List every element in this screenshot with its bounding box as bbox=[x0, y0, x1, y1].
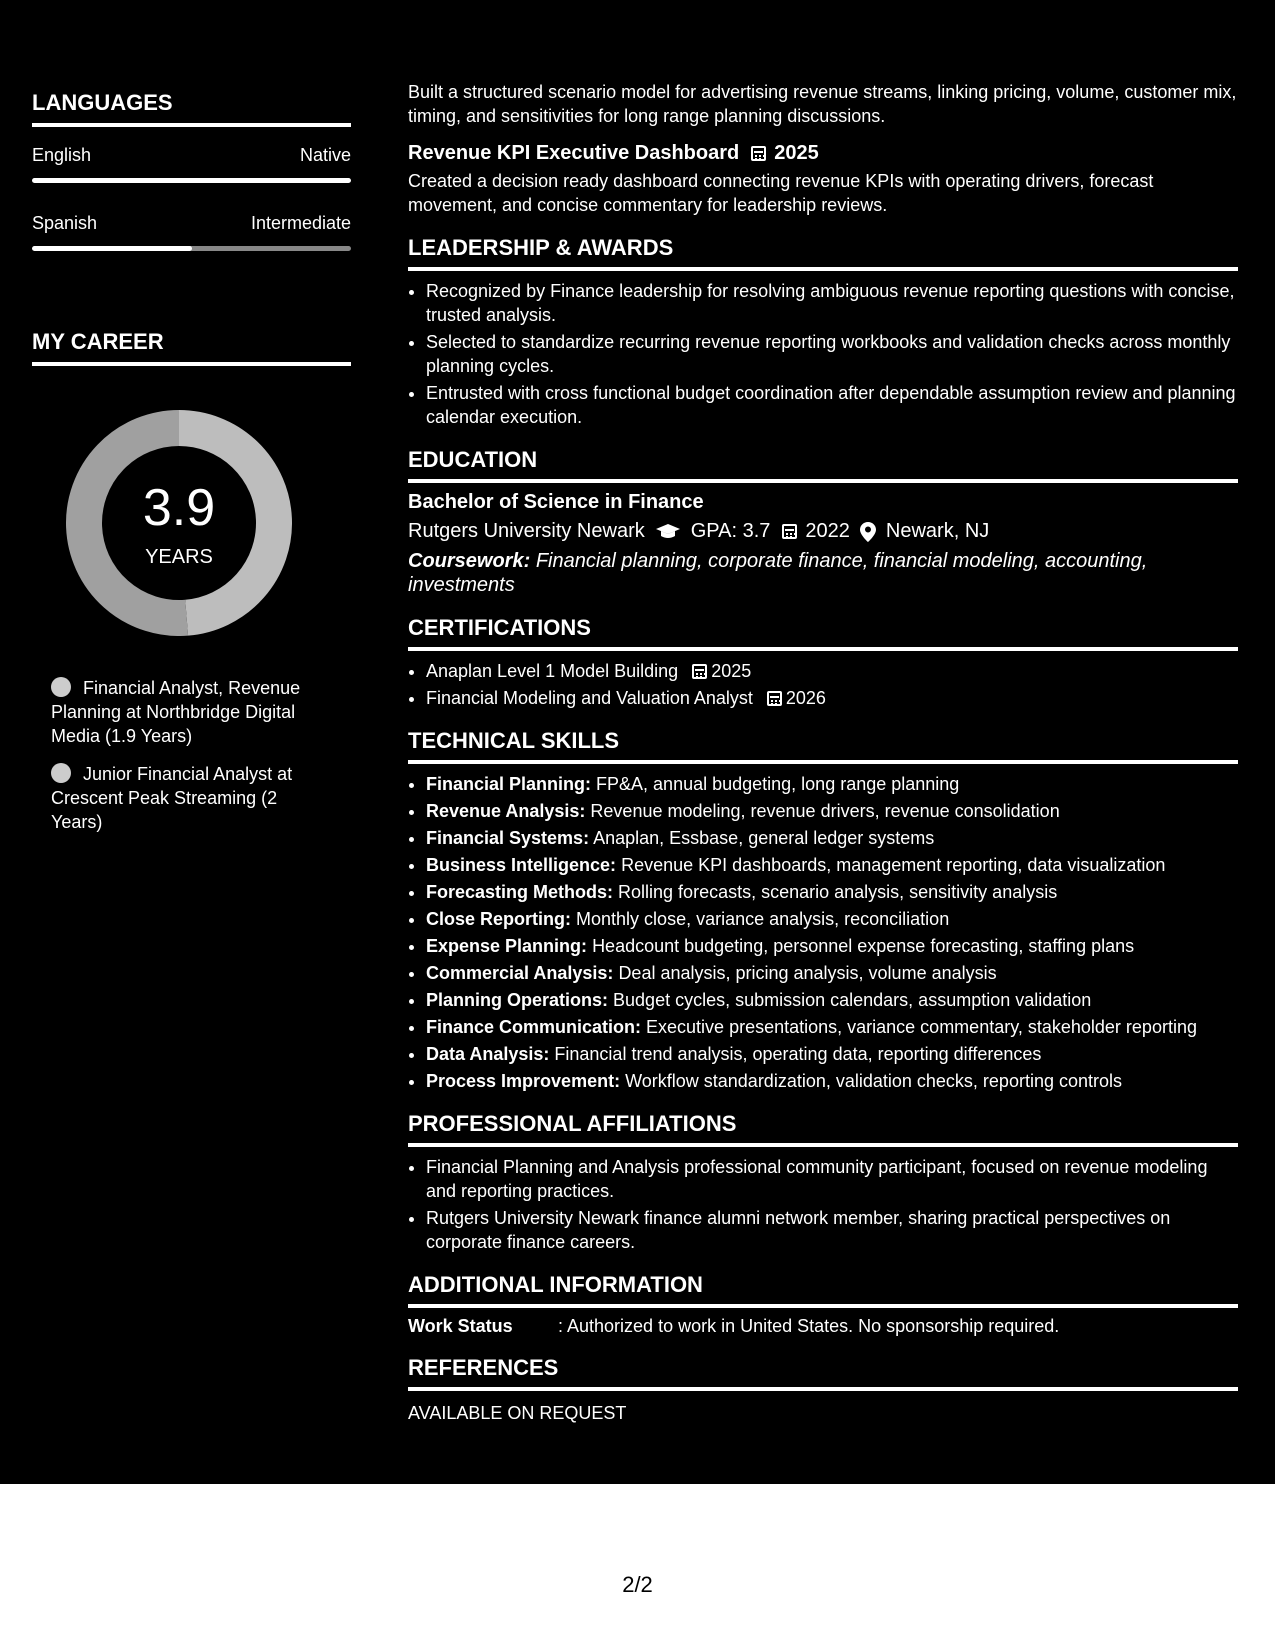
language-proficiency-fill bbox=[32, 246, 192, 251]
skill-value: Monthly close, variance analysis, reconciliation bbox=[576, 909, 950, 929]
project-title-row bbox=[408, 142, 1238, 165]
skill-label: Financial Systems: bbox=[426, 828, 590, 848]
language-level: Native bbox=[299, 145, 351, 165]
list-item bbox=[426, 659, 1238, 683]
skill-value: Rolling forecasts, scenario analysis, sensitivity analysis bbox=[618, 882, 1058, 902]
skill-item bbox=[426, 934, 1238, 958]
career-item-text: Financial Analyst, Revenue Planning at Northbridge Digital Media (1.9 Years) bbox=[51, 678, 301, 746]
gpa: GPA: 3.7 bbox=[690, 520, 771, 542]
skill-value: Revenue KPI dashboards, management reporting, data visualization bbox=[621, 855, 1166, 875]
skill-value: Executive presentations, variance commentary, stakeholder reporting bbox=[646, 1017, 1197, 1037]
language-name: English bbox=[32, 145, 92, 165]
languages-list bbox=[32, 145, 351, 251]
skill-value: Workflow standardization, validation checks, reporting controls bbox=[625, 1071, 1123, 1091]
skill-value: Budget cycles, submission calendars, assumption validation bbox=[613, 990, 1092, 1010]
language-proficiency-bar bbox=[32, 178, 351, 183]
list-item: • Financial Planning and Analysis professional community participant, focused on revenue modeling and reporting practices. bbox=[426, 1155, 1238, 1203]
skill-item bbox=[426, 907, 1238, 931]
skill-item bbox=[426, 799, 1238, 823]
affiliations-heading: PROFESSIONAL AFFILIATIONS bbox=[408, 1111, 1238, 1147]
language-item bbox=[32, 145, 351, 183]
career-years-unit: YEARS bbox=[145, 546, 213, 568]
skill-value: FP&A, annual budgeting, long range planning bbox=[596, 774, 960, 794]
skill-item bbox=[426, 880, 1238, 904]
calendar-icon bbox=[782, 524, 797, 539]
skill-label: Business Intelligence: bbox=[426, 855, 617, 875]
leadership-list bbox=[408, 279, 1238, 429]
references-text: AVAILABLE ON REQUEST bbox=[408, 1403, 627, 1423]
skill-label: Data Analysis: bbox=[426, 1044, 550, 1064]
calendar-icon bbox=[751, 146, 766, 161]
skill-label: Revenue Analysis: bbox=[426, 801, 586, 821]
left-column bbox=[32, 90, 351, 848]
school-name: Rutgers University Newark bbox=[408, 520, 645, 542]
project-description: Created a decision ready dashboard connecting revenue KPIs with operating drivers, forecast movement, and concise commentary for leadership reviews. bbox=[408, 171, 1154, 215]
location-pin-icon bbox=[860, 522, 876, 542]
career-list bbox=[51, 676, 313, 834]
degree-title: Bachelor of Science in Finance bbox=[408, 491, 704, 513]
career-total-years: 3.9 bbox=[142, 479, 216, 537]
graduation-cap-icon bbox=[655, 523, 681, 541]
skill-item bbox=[426, 826, 1238, 850]
bullet-dot-icon bbox=[51, 763, 71, 783]
career-donut-chart bbox=[66, 410, 292, 636]
list-item bbox=[426, 686, 1238, 710]
cert-name: • Financial Modeling and Valuation Analyst bbox=[426, 688, 753, 708]
skill-item bbox=[426, 853, 1238, 877]
certifications-list bbox=[408, 659, 1238, 710]
language-proficiency-fill bbox=[32, 178, 351, 183]
skill-item bbox=[426, 961, 1238, 985]
language-row bbox=[32, 213, 351, 234]
skill-label: Expense Planning: bbox=[426, 936, 588, 956]
work-status-row bbox=[408, 1316, 1238, 1337]
school-location: Newark, NJ bbox=[885, 520, 990, 542]
skill-label: Forecasting Methods: bbox=[426, 882, 614, 902]
skill-item bbox=[426, 1015, 1238, 1039]
career-item-text: Junior Financial Analyst at Crescent Peak Streaming (2 Years) bbox=[51, 764, 293, 832]
skill-label: Close Reporting: bbox=[426, 909, 572, 929]
work-status-value: : Authorized to work in United States. No sponsorship required. bbox=[558, 1316, 1060, 1336]
coursework bbox=[408, 549, 1238, 597]
language-proficiency-bar bbox=[32, 246, 351, 251]
skill-item bbox=[426, 772, 1238, 796]
project-year: 2025 bbox=[774, 142, 819, 164]
skill-label: Financial Planning: bbox=[426, 774, 592, 794]
skill-label: Finance Communication: bbox=[426, 1017, 642, 1037]
page-number: 2/2 bbox=[622, 1572, 653, 1597]
skill-value: Financial trend analysis, operating data, reporting differences bbox=[554, 1044, 1042, 1064]
list-item: • Entrusted with cross functional budget coordination after dependable assumption review and planning calendar execution. bbox=[426, 381, 1238, 429]
skill-item bbox=[426, 1069, 1238, 1093]
bullet-dot-icon bbox=[51, 677, 71, 697]
skill-label: Planning Operations: bbox=[426, 990, 609, 1010]
skill-label: Commercial Analysis: bbox=[426, 963, 614, 983]
skill-value: Revenue modeling, revenue drivers, revenue consolidation bbox=[590, 801, 1060, 821]
affiliations-list bbox=[408, 1155, 1238, 1254]
cert-name: • Anaplan Level 1 Model Building bbox=[426, 661, 679, 681]
education-details-row bbox=[408, 520, 1238, 543]
list-item: • Recognized by Finance leadership for resolving ambiguous revenue reporting questions with concise, trusted analysis. bbox=[426, 279, 1238, 327]
skill-label: Process Improvement: bbox=[426, 1071, 621, 1091]
graduation-year: 2022 bbox=[805, 520, 850, 542]
skill-value: Anaplan, Essbase, general ledger systems bbox=[593, 828, 935, 848]
language-row bbox=[32, 145, 351, 166]
career-heading: MY CAREER bbox=[32, 329, 351, 366]
skill-value: Deal analysis, pricing analysis, volume analysis bbox=[618, 963, 997, 983]
list-item: • Rutgers University Newark finance alumni network member, sharing practical perspectives on corporate finance careers. bbox=[426, 1206, 1238, 1254]
project-intro-text: Built a structured scenario model for advertising revenue streams, linking pricing, volume, customer mix, timing, and sensitivities for long range planning discussions. bbox=[408, 82, 1237, 126]
cert-year: 2026 bbox=[785, 688, 826, 708]
career-item bbox=[51, 676, 313, 748]
right-column bbox=[408, 80, 1238, 1425]
skill-value: Headcount budgeting, personnel expense forecasting, staffing plans bbox=[592, 936, 1135, 956]
calendar-icon bbox=[692, 664, 707, 679]
career-item bbox=[51, 762, 313, 834]
language-item bbox=[32, 213, 351, 251]
skill-item bbox=[426, 1042, 1238, 1066]
languages-heading: LANGUAGES bbox=[32, 90, 351, 127]
language-name: Spanish bbox=[32, 213, 98, 233]
work-status-label: Work Status bbox=[408, 1316, 513, 1336]
additional-info-heading: ADDITIONAL INFORMATION bbox=[408, 1272, 1238, 1308]
language-level: Intermediate bbox=[250, 213, 351, 233]
skill-item bbox=[426, 988, 1238, 1012]
coursework-label: Coursework: bbox=[408, 550, 531, 572]
skills-list bbox=[408, 772, 1238, 1093]
project-title: Revenue KPI Executive Dashboard bbox=[408, 142, 740, 164]
certifications-heading: CERTIFICATIONS bbox=[408, 615, 1238, 651]
calendar-icon bbox=[767, 691, 782, 706]
list-item: • Selected to standardize recurring revenue reporting workbooks and validation checks across monthly planning cycles. bbox=[426, 330, 1238, 378]
references-heading: REFERENCES bbox=[408, 1355, 1238, 1391]
cert-year: 2025 bbox=[711, 661, 752, 681]
coursework-text: Financial planning, corporate finance, financial modeling, accounting, investments bbox=[408, 550, 1148, 596]
skills-heading: TECHNICAL SKILLS bbox=[408, 728, 1238, 764]
leadership-heading: LEADERSHIP & AWARDS bbox=[408, 235, 1238, 271]
education-heading: EDUCATION bbox=[408, 447, 1238, 483]
